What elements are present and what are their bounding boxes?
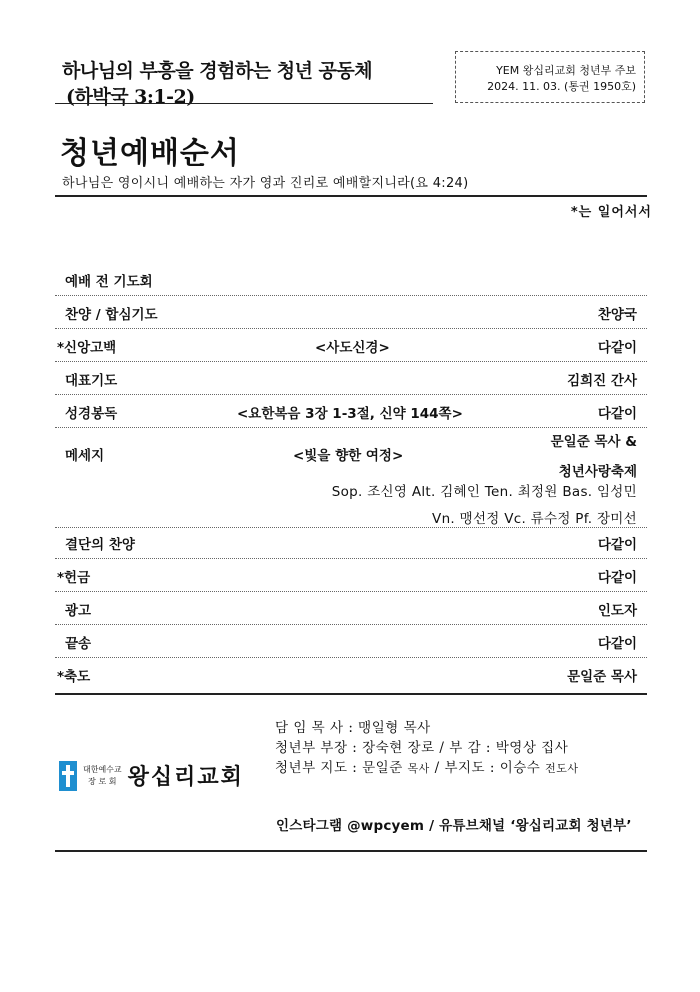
staff-senior-pastor: 담 임 목 사 : 맹일형 목사 [275, 720, 431, 736]
staff-vice-director-title: 전도사 [545, 762, 579, 775]
order-item-name: 예배 전 기도회 [65, 274, 153, 290]
social-links: 인스타그램 @wpcyem / 유튜브채널 ‘왕십리교회 청년부’ [276, 818, 632, 834]
church-name: 왕십리교회 [127, 764, 244, 790]
title-divider [55, 195, 647, 197]
order-item-leader: 다같이 [597, 570, 637, 586]
order-item-leader: 김희진 간사 [567, 373, 637, 389]
staff-youth-directors [275, 756, 579, 776]
order-item-detail: <요한복음 3장 1-3절, 신약 144쪽> [237, 406, 463, 422]
staff-youth-leaders: 청년부 부장 : 장숙현 장로 / 부 감 : 박영상 집사 [275, 740, 569, 756]
row-divider [55, 394, 647, 395]
staff-vice-director: / 부지도 : 이승수 [429, 760, 546, 776]
order-item-name: 성경봉독 [65, 406, 118, 422]
row-divider [55, 328, 647, 329]
bulletin-name: YEM 왕십리교회 청년부 주보 [496, 64, 636, 77]
order-item-name: *헌금 [57, 570, 91, 586]
order-item-leader: 문일준 목사 [567, 669, 637, 685]
order-item-detail: <빛을 향한 여정> [293, 448, 404, 464]
row-divider [55, 361, 647, 362]
order-item-name: 끝송 [65, 636, 92, 652]
row-divider [55, 657, 647, 658]
order-item-leader: 다같이 [597, 537, 637, 553]
row-divider [55, 295, 647, 296]
order-item-leader: 다같이 [597, 406, 637, 422]
order-item-name: *축도 [57, 669, 91, 685]
row-divider [55, 558, 647, 559]
order-bottom-divider [55, 693, 647, 695]
denomination-line-1: 대한예수교 [83, 764, 122, 774]
performers-line-2: Vn. 맹선정 Vc. 류수정 Pf. 장미선 [432, 511, 637, 527]
bulletin-date: 2024. 11. 03. (통권 1950호) [487, 80, 636, 93]
motto-reference: (하박국 3:1-2) [66, 86, 195, 108]
order-item-leader-2: 청년사랑축제 [558, 464, 637, 480]
cross-icon [59, 761, 77, 791]
order-item-leader: 인도자 [597, 603, 637, 619]
footer-divider [55, 850, 647, 852]
header-divider [55, 103, 433, 104]
performers-line-1: Sop. 조신영 Alt. 김혜인 Ten. 최정원 Bas. 임성민 [331, 484, 637, 500]
row-divider [55, 427, 647, 428]
order-item-name: *신앙고백 [57, 340, 117, 356]
order-item-leader: 다같이 [597, 636, 637, 652]
row-divider [55, 527, 647, 528]
church-logo [59, 760, 244, 791]
scripture-verse: 하나님은 영이시니 예배하는 자가 영과 진리로 예배할지니라(요 4:24) [62, 176, 469, 191]
order-item-name: 찬양 / 합심기도 [65, 307, 158, 323]
denomination-label [83, 764, 122, 788]
order-item-name: 결단의 찬양 [65, 537, 135, 553]
bulletin-info-box [455, 51, 645, 103]
order-item-leader: 다같이 [597, 340, 637, 356]
order-item-name: 대표기도 [65, 373, 118, 389]
standing-note: *는 일어서서 [570, 205, 652, 220]
order-item-name: 광고 [65, 603, 92, 619]
staff-director-label: 청년부 지도 : 문일준 [275, 760, 408, 776]
order-item-detail: <사도신경> [315, 340, 390, 356]
row-divider [55, 624, 647, 625]
motto-line-1: 하나님의 부흥을 경험하는 청년 공동체 [62, 60, 373, 82]
denomination-line-2: 장 로 회 [88, 776, 117, 786]
order-item-name: 메세지 [65, 448, 105, 464]
row-divider [55, 591, 647, 592]
page-title: 청년예배순서 [60, 136, 240, 171]
staff-director-title: 목사 [407, 762, 430, 775]
order-item-leader: 찬양국 [597, 307, 637, 323]
order-item-leader: 문일준 목사 & [550, 434, 637, 450]
